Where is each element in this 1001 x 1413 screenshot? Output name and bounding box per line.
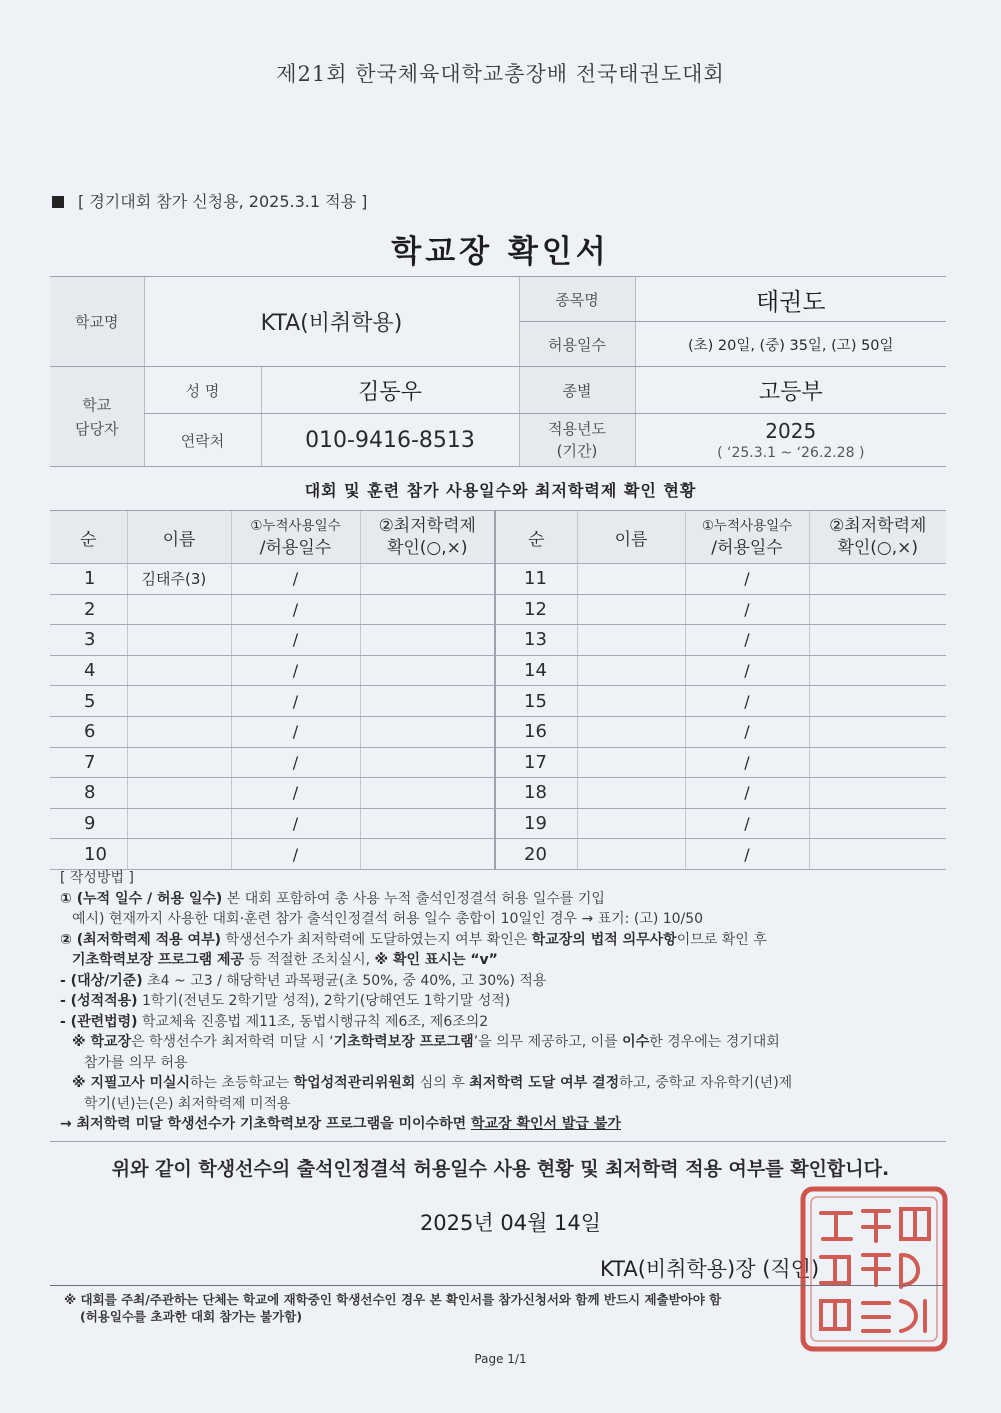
row-name-2: [577, 686, 685, 717]
row-name-2: [577, 716, 685, 747]
table-row: [50, 747, 946, 778]
note-7: ※ 지필고사 미실시하는 초등학교는 학업성적관리위원회 심의 후 최저학력 도달 여부 결정하고, 중학교 자유학기(년)제: [72, 1075, 793, 1091]
row-name-2: [577, 747, 685, 778]
bullet-square-icon: [52, 196, 64, 208]
row-no-2: 13: [495, 625, 577, 656]
row-acad-2: [809, 625, 946, 656]
row-name: [127, 808, 231, 839]
info-table: [50, 276, 946, 467]
row-no: 10: [50, 839, 127, 870]
issue-date: 2025년 04월 14일: [419, 1211, 602, 1235]
col-name-2: 이름: [577, 511, 685, 564]
year-label: 적용년도 (기간): [519, 414, 635, 467]
row-days-2: /: [685, 839, 809, 870]
name-label: 성 명: [144, 367, 261, 414]
note-6: ※ 학교장은 학생선수가 최저학력 미달 시 ‘기초학력보장 프로그램’을 의무 제공하고, 이를 이수한 경우에는 경기대회: [72, 1034, 780, 1050]
row-days-2: /: [685, 625, 809, 656]
row-acad-2: [809, 808, 946, 839]
row-name-2: [577, 564, 685, 595]
row-days-2: /: [685, 686, 809, 717]
row-name-2: [577, 594, 685, 625]
row-days: /: [231, 655, 360, 686]
row-days: /: [231, 625, 360, 656]
manager-label: 학교 담당자: [50, 367, 144, 467]
confirmation-statement: 위와 같이 학생선수의 출석인정결석 허용일수 사용 현황 및 최저학력 적용 여부를 확인합니다.: [111, 1158, 890, 1180]
footer-divider: [50, 1285, 946, 1286]
row-name-2: [577, 625, 685, 656]
row-name: [127, 716, 231, 747]
year-value: 2025: [765, 419, 817, 443]
row-days: /: [231, 808, 360, 839]
row-no: 6: [50, 716, 127, 747]
row-no-2: 11: [495, 564, 577, 595]
school-label: 학교명: [50, 277, 144, 367]
row-acad: [360, 625, 495, 656]
row-acad-2: [809, 839, 946, 870]
row-acad: [360, 839, 495, 870]
row-no: 1: [50, 564, 127, 595]
row-no: 9: [50, 808, 127, 839]
note-4: - (성적적용) 1학기(전년도 2학기말 성적), 2학기(당해연도 1학기말 성적): [60, 993, 511, 1009]
table-row: [50, 839, 946, 870]
row-name: [127, 778, 231, 809]
col-no-2: 순: [495, 511, 577, 564]
row-days-2: /: [685, 778, 809, 809]
col-days: ①누적사용일수 /허용일수: [231, 511, 360, 564]
row-days-2: /: [685, 747, 809, 778]
row-no-2: 18: [495, 778, 577, 809]
divider: [50, 1141, 946, 1142]
row-acad-2: [809, 594, 946, 625]
contact-value: 010-9416-8513: [261, 414, 519, 467]
col-name: 이름: [127, 511, 231, 564]
signer: KTA(비취학용)장 (직인): [600, 1257, 820, 1281]
note-1: ① (누적 일수 / 허용 일수) 본 대회 포함하여 총 사용 누적 출석인정결석 허용 일수를 기입: [60, 890, 605, 907]
note-1-example: 예시) 현재까지 사용한 대회·훈련 참가 출석인정결석 허용 일수 총합이 10일인 경우 → 표기: (고) 10/50: [72, 911, 704, 927]
document-title: 학교장 확인서: [391, 234, 610, 270]
year-cell: [635, 414, 946, 467]
row-acad-2: [809, 564, 946, 595]
competition-header: 제21회 한국체육대학교총장배 전국태권도대회: [276, 62, 725, 86]
row-no-2: 12: [495, 594, 577, 625]
row-acad: [360, 686, 495, 717]
row-days-2: /: [685, 594, 809, 625]
row-no: 2: [50, 594, 127, 625]
row-days: /: [231, 839, 360, 870]
row-name-2: [577, 778, 685, 809]
row-acad: [360, 778, 495, 809]
allowed-days-value: (초) 20일, (중) 35일, (고) 50일: [635, 322, 946, 367]
row-no-2: 15: [495, 686, 577, 717]
row-days-2: /: [685, 564, 809, 595]
instructions: [60, 868, 940, 1135]
row-name-2: [577, 655, 685, 686]
row-acad: [360, 808, 495, 839]
note-2: ② (최저학력제 적용 여부) 학생선수가 최저학력에 도달하였는지 여부 확인은 학교장의 법적 의무사항이므로 확인 후: [60, 931, 767, 948]
official-seal-icon: [797, 1183, 951, 1355]
table-row: [50, 625, 946, 656]
contact-label: 연락처: [144, 414, 261, 467]
table-row: [50, 564, 946, 595]
table-row: [50, 778, 946, 809]
row-days: /: [231, 778, 360, 809]
row-days: /: [231, 594, 360, 625]
row-days: /: [231, 564, 360, 595]
row-days-2: /: [685, 655, 809, 686]
year-period: ( ‘25.3.1 ~ ‘26.2.28 ): [717, 445, 865, 461]
row-no-2: 16: [495, 716, 577, 747]
footnote-line-1: ※ 대회를 주최/주관하는 단체는 학교에 재학중인 학생선수인 경우 본 확인서를 참가신청서와 함께 반드시 제출받아야 함: [64, 1292, 722, 1307]
table-row: [50, 655, 946, 686]
row-name: [127, 747, 231, 778]
notes-heading: [ 작성방법 ]: [60, 870, 134, 886]
row-no: 4: [50, 655, 127, 686]
row-no: 5: [50, 686, 127, 717]
table-row: [50, 686, 946, 717]
page-number: Page 1/1: [474, 1352, 527, 1366]
row-no-2: 20: [495, 839, 577, 870]
row-no: 8: [50, 778, 127, 809]
row-name: [127, 839, 231, 870]
row-acad: [360, 747, 495, 778]
section-title: 대회 및 훈련 참가 사용일수와 최저학력제 확인 현황: [304, 481, 697, 500]
footnote-line-2: (허용일수를 초과한 대회 참가는 불가함): [80, 1309, 303, 1324]
row-no: 3: [50, 625, 127, 656]
row-name: [127, 686, 231, 717]
row-name-2: [577, 839, 685, 870]
row-no-2: 19: [495, 808, 577, 839]
row-days: /: [231, 686, 360, 717]
row-name: [127, 594, 231, 625]
footnote: [64, 1291, 954, 1325]
division-value: 고등부: [635, 367, 946, 414]
sport-value: 태권도: [635, 277, 946, 322]
col-no: 순: [50, 511, 127, 564]
note-6-cont: 참가를 의무 허용: [84, 1054, 188, 1071]
note-2-cont: 기초학력보장 프로그램 제공 등 적절한 조치실시, ※ 확인 표시는 “v”: [72, 952, 498, 968]
row-days: /: [231, 747, 360, 778]
col-days-2: ①누적사용일수 /허용일수: [685, 511, 809, 564]
row-name: 김태주(3): [127, 564, 231, 595]
row-name-2: [577, 808, 685, 839]
roster-table: [50, 510, 946, 870]
col-acad-2: ②최저학력제 확인(○,×): [809, 511, 946, 564]
row-acad-2: [809, 655, 946, 686]
row-name: [127, 625, 231, 656]
table-row: [50, 808, 946, 839]
row-acad: [360, 655, 495, 686]
row-days-2: /: [685, 716, 809, 747]
name-value: 김동우: [261, 367, 519, 414]
division-label: 종별: [519, 367, 635, 414]
note-3: - (대상/기준) 초4 ~ 고3 / 해당학년 과목평균(초 50%, 중 40%, 고 30%) 적용: [60, 972, 547, 989]
note-7-cont: 학기(년)는(은) 최저학력제 미적용: [84, 1095, 291, 1112]
row-acad-2: [809, 747, 946, 778]
row-acad: [360, 594, 495, 625]
row-days: /: [231, 716, 360, 747]
table-row: [50, 594, 946, 625]
note-8: → 최저학력 미달 학생선수가 기초학력보장 프로그램을 미이수하면 학교장 확인서 발급 불가: [60, 1116, 621, 1132]
row-no-2: 17: [495, 747, 577, 778]
row-acad-2: [809, 716, 946, 747]
row-acad: [360, 716, 495, 747]
row-no: 7: [50, 747, 127, 778]
note-5: - (관련법령) 학교체육 진흥법 제11조, 동법시행규칙 제6조, 제6조의2: [60, 1013, 489, 1030]
sport-label: 종목명: [519, 277, 635, 322]
allowed-days-label: 허용일수: [519, 322, 635, 367]
row-acad-2: [809, 686, 946, 717]
col-acad: ②최저학력제 확인(○,×): [360, 511, 495, 564]
roster-header-row: [50, 511, 946, 564]
table-row: [50, 716, 946, 747]
application-note: [ 경기대회 참가 신청용, 2025.3.1 적용 ]: [52, 189, 367, 212]
school-value: KTA(비취학용): [144, 277, 519, 367]
row-name: [127, 655, 231, 686]
row-acad-2: [809, 778, 946, 809]
row-no-2: 14: [495, 655, 577, 686]
row-days-2: /: [685, 808, 809, 839]
row-acad: [360, 564, 495, 595]
